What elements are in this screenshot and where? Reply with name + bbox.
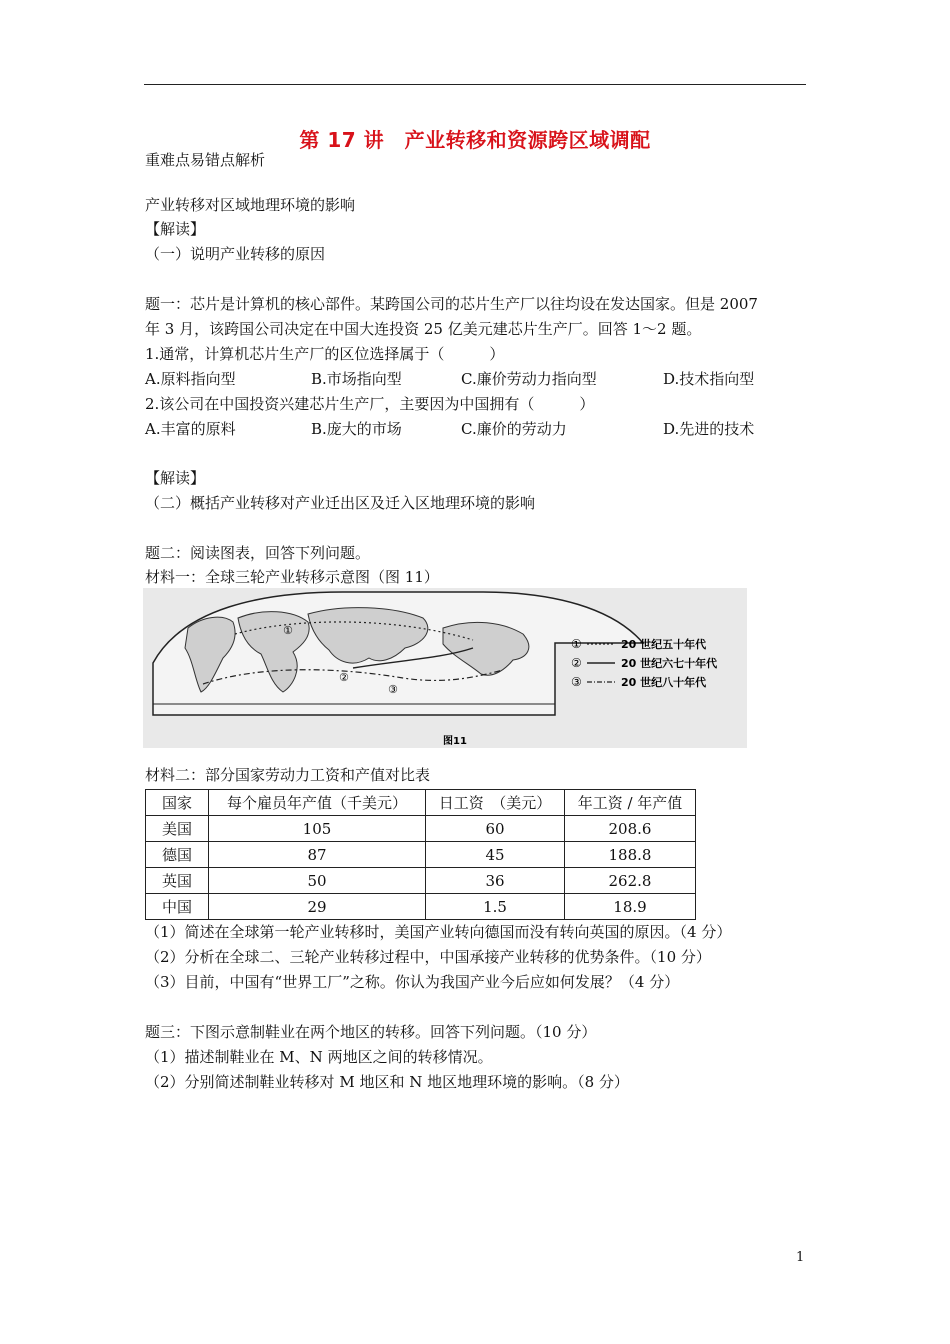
page-title: 第 17 讲 产业转移和资源跨区域调配 — [299, 128, 651, 152]
table-cell: 188.8 — [565, 842, 696, 868]
table-cell: 美国 — [146, 816, 209, 842]
q3-question-1: （1）描述制鞋业在 M、N 两地区之间的转移情况。 — [145, 1048, 493, 1066]
page-number: 1 — [796, 1250, 805, 1265]
q1-sub1: 1.通常，计算机芯片生产厂的区位选择属于（ ） — [145, 345, 505, 363]
q3-stem: 题三：下图示意制鞋业在两个地区的转移。回答下列问题。（10 分） — [145, 1023, 597, 1041]
q1-sub1-option-d: D.技术指向型 — [663, 370, 755, 388]
table-row — [146, 894, 696, 920]
q1-sub2-option-b: B.庞大的市场 — [311, 420, 402, 438]
jiedu-label-2: 【解读】 — [145, 469, 206, 487]
table-header-cell: 年工资 / 年产值 — [565, 790, 696, 816]
table-row — [146, 868, 696, 894]
legend-num-2: ② — [571, 656, 582, 670]
table-cell: 105 — [209, 816, 426, 842]
table-cell: 29 — [209, 894, 426, 920]
jiedu-subheading-2: （二）概括产业转移对产业迁出区及迁入区地理环境的影响 — [145, 494, 536, 512]
subtitle: 重难点易错点解析 — [145, 151, 266, 169]
table-header-cell: 日工资 （美元） — [426, 790, 565, 816]
material-one-label: 材料一：全球三轮产业转移示意图（图 11） — [145, 568, 439, 586]
table-cell: 262.8 — [565, 868, 696, 894]
map-marker-2: ② — [339, 671, 349, 684]
industry-transfer-map-figure — [143, 588, 747, 748]
jiedu-subheading: （一）说明产业转移的原因 — [145, 245, 326, 263]
table-header-cell: 每个雇员年产值（千美元） — [209, 790, 426, 816]
q2-question-2: （2）分析在全球二、三轮产业转移过程中，中国承接产业转移的优势条件。（10 分） — [145, 948, 711, 966]
table-cell: 50 — [209, 868, 426, 894]
legend-num-1: ① — [571, 637, 582, 651]
q1-stem-line2: 年 3 月，该跨国公司决定在中国大连投资 25 亿美元建芯片生产厂。回答 1～2 题。 — [145, 320, 702, 338]
q2-question-3: （3）目前，中国有“世界工厂”之称。你认为我国产业今后应如何发展？（4 分） — [145, 973, 680, 991]
q1-sub2-option-c: C.廉价的劳动力 — [461, 420, 567, 438]
table-cell: 60 — [426, 816, 565, 842]
table-cell: 德国 — [146, 842, 209, 868]
q1-sub2: 2.该公司在中国投资兴建芯片生产厂，主要因为中国拥有（ ） — [145, 395, 595, 413]
table-cell: 中国 — [146, 894, 209, 920]
jiedu-label: 【解读】 — [145, 220, 206, 238]
table-header-row — [146, 790, 696, 816]
q3-question-2: （2）分别简述制鞋业转移对 M 地区和 N 地区地理环境的影响。（8 分） — [145, 1073, 629, 1091]
q1-stem-line1: 题一：芯片是计算机的核心部件。某跨国公司的芯片生产厂以往均设在发达国家。但是 2007 — [145, 295, 758, 313]
table-cell: 1.5 — [426, 894, 565, 920]
table-header-cell: 国家 — [146, 790, 209, 816]
table-cell: 英国 — [146, 868, 209, 894]
section-heading: 产业转移对区域地理环境的影响 — [145, 196, 356, 214]
material-two-label: 材料二：部分国家劳动力工资和产值对比表 — [145, 766, 431, 784]
q1-sub1-option-b: B.市场指向型 — [311, 370, 402, 388]
map-marker-1: ① — [283, 624, 293, 637]
q2-stem: 题二：阅读图表，回答下列问题。 — [145, 544, 371, 562]
table-row — [146, 816, 696, 842]
q1-sub2-option-d: D.先进的技术 — [663, 420, 755, 438]
table-cell: 18.9 — [565, 894, 696, 920]
table-row — [146, 842, 696, 868]
table-cell: 87 — [209, 842, 426, 868]
legend-label-3: 20 世纪八十年代 — [621, 676, 707, 689]
world-map-svg — [143, 588, 747, 748]
table-cell: 208.6 — [565, 816, 696, 842]
figure-caption: 图11 — [443, 736, 467, 747]
table-cell: 36 — [426, 868, 565, 894]
map-marker-3: ③ — [388, 683, 398, 696]
q1-sub1-option-c: C.廉价劳动力指向型 — [461, 370, 597, 388]
legend-label-1: 20 世纪五十年代 — [621, 638, 707, 651]
q1-sub1-option-a: A.原料指向型 — [145, 370, 236, 388]
legend-label-2: 20 世纪六七十年代 — [621, 657, 718, 670]
table-cell: 45 — [426, 842, 565, 868]
wage-output-table — [145, 789, 696, 920]
legend-num-3: ③ — [571, 675, 582, 689]
q2-question-1: （1）简述在全球第一轮产业转移时，美国产业转向德国而没有转向英国的原因。（4 分） — [145, 923, 732, 941]
q1-sub2-option-a: A.丰富的原料 — [145, 420, 236, 438]
header-rule — [144, 84, 806, 85]
